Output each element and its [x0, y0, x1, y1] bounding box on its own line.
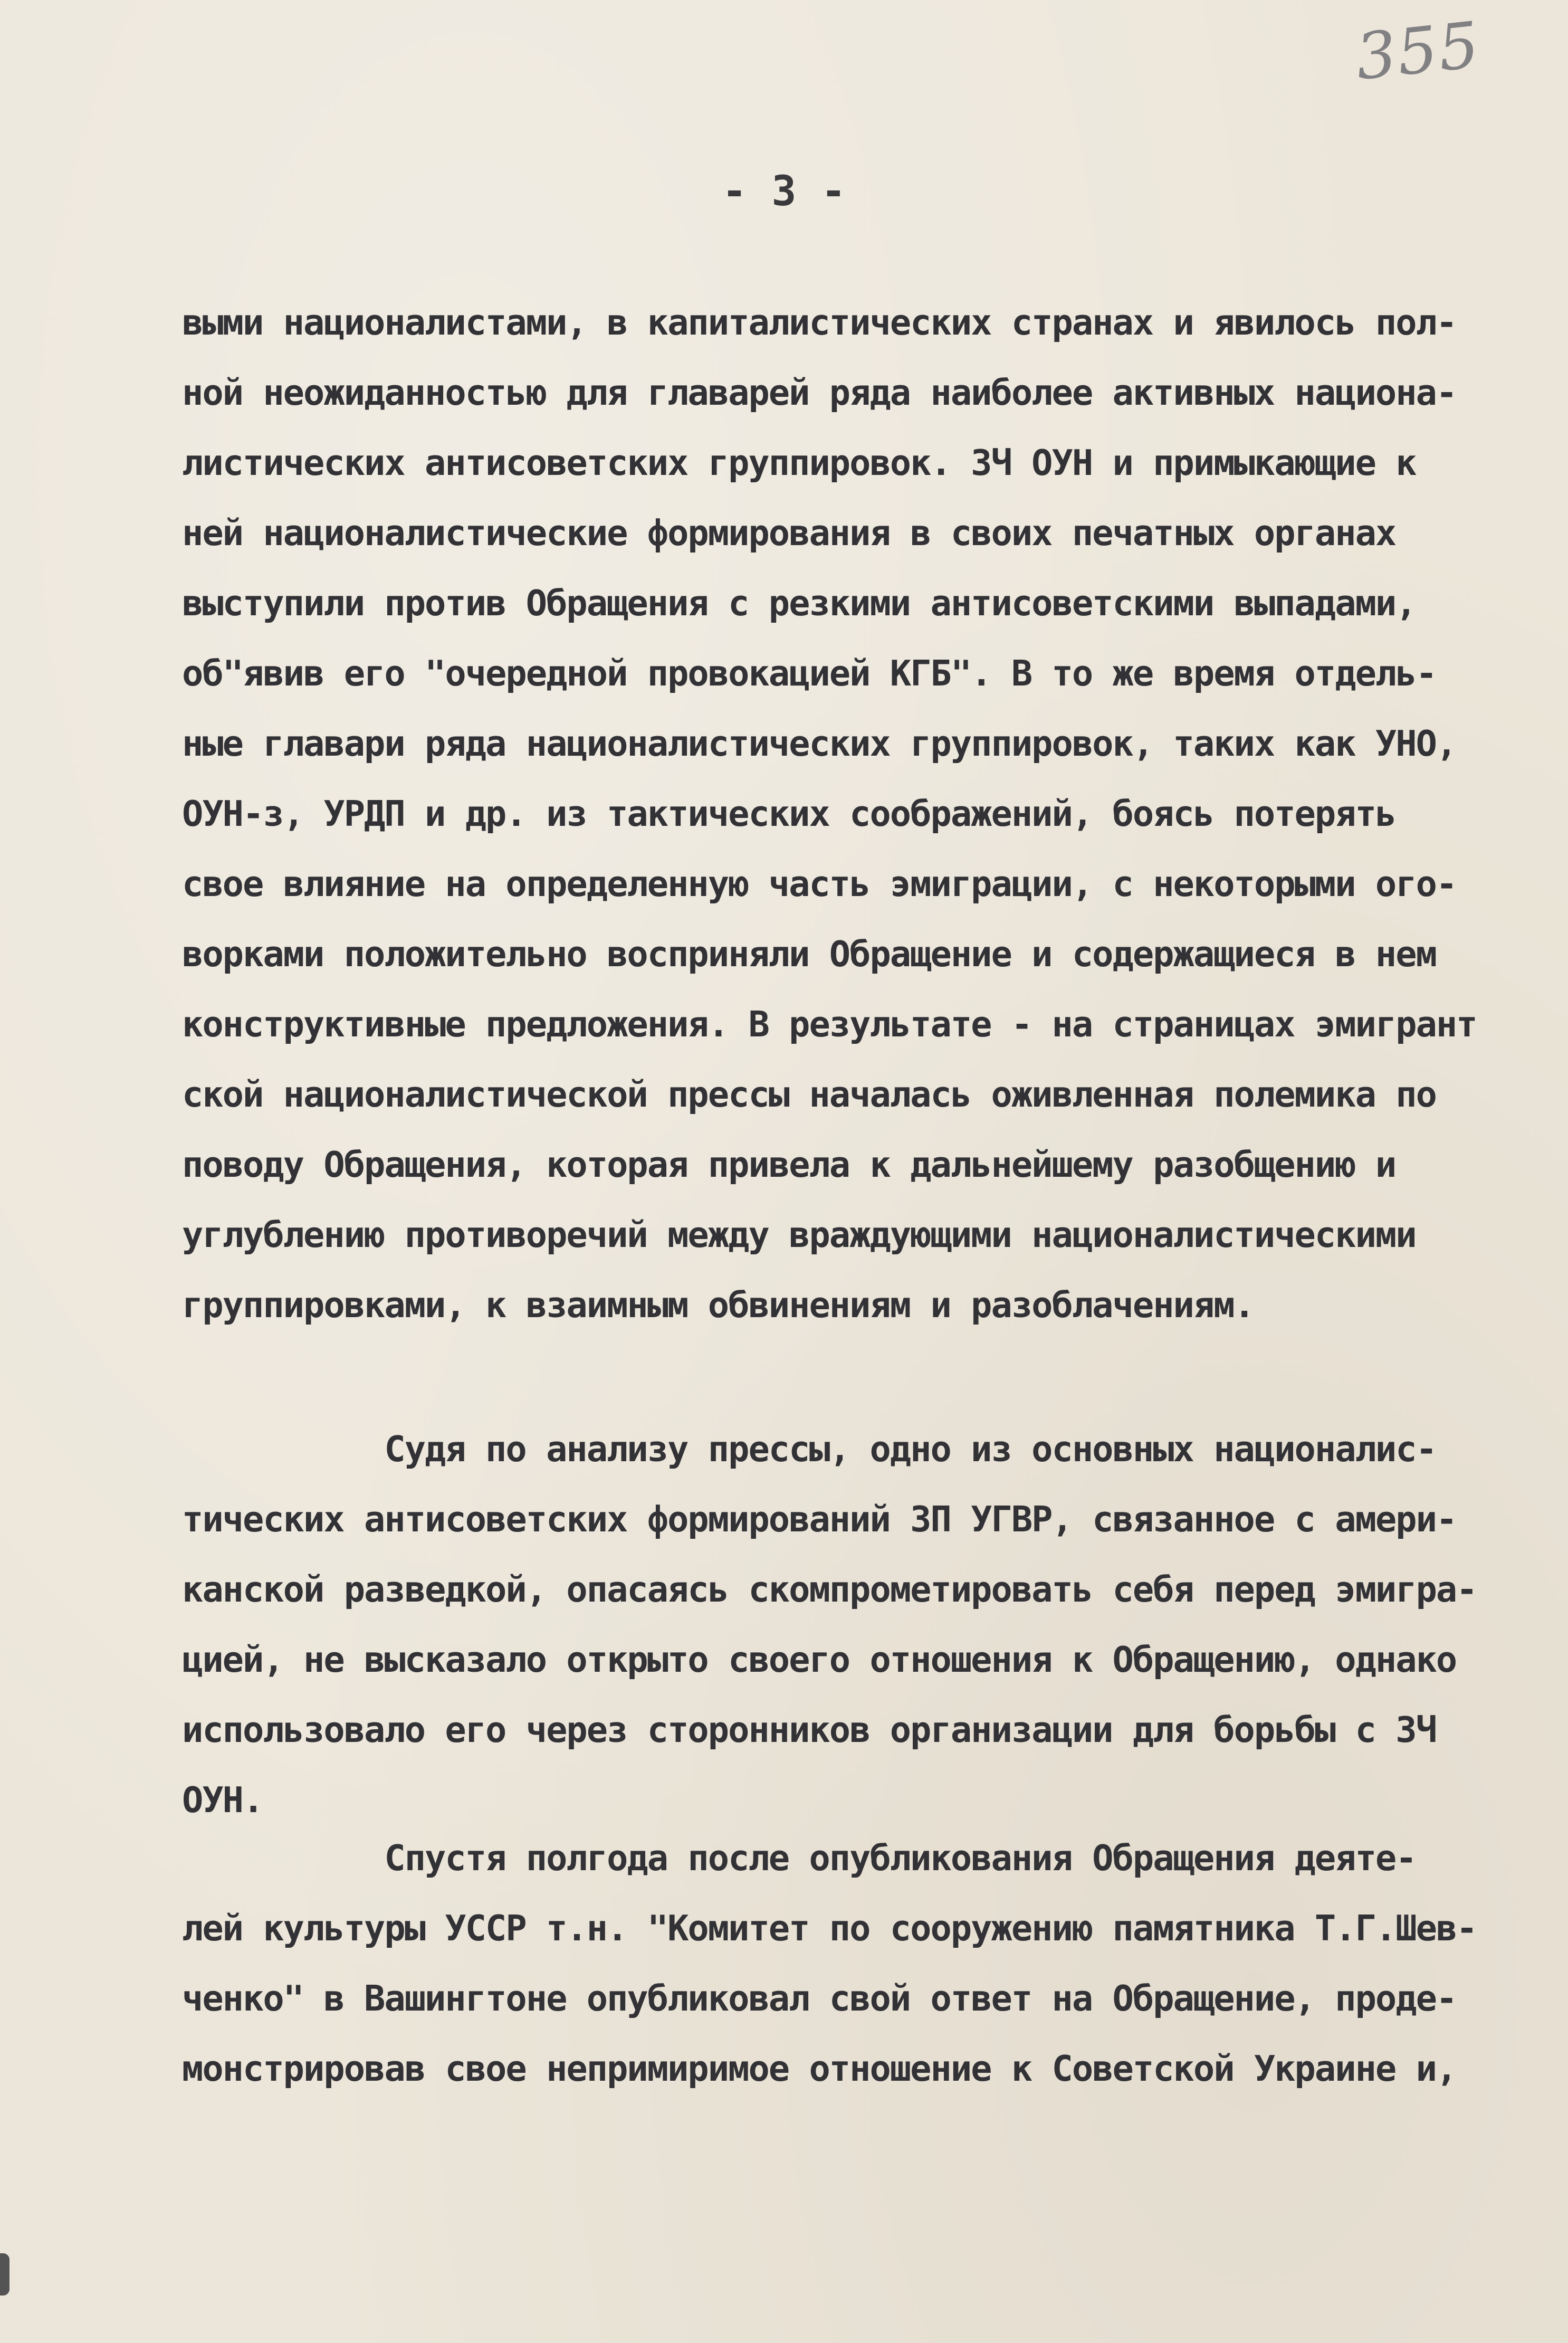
text-line: использовало его через сторонников организации для борьбы с ЗЧ	[182, 1709, 1436, 1750]
text-line: ской националистической прессы началась оживленная полемика по	[182, 1074, 1436, 1115]
text-line: об"явив его "очередной провокацией КГБ". В то же время отдель-	[182, 653, 1436, 694]
text-line: тических антисоветских формирований ЗП УГВР, связанное с амери-	[182, 1499, 1457, 1540]
text-line: Судя по анализу прессы, одно из основных националис-	[182, 1428, 1436, 1470]
paragraph-2	[182, 1414, 1554, 1835]
text-line: листических антисоветских группировок. ЗЧ ОУН и примыкающие к	[182, 442, 1416, 483]
text-line: лей культуры УССР т.н. "Комитет по сооружению памятника Т.Г.Шев-	[182, 1908, 1477, 1949]
text-line: ной неожиданностью для главарей ряда наиболее активных национа-	[182, 372, 1457, 413]
text-line: монстрировав свое непримиримое отношение к Советской Украине и,	[182, 2048, 1457, 2089]
text-line: ные главари ряда националистических группировок, таких как УНО,	[182, 723, 1457, 764]
text-line: свое влияние на определенную часть эмиграции, с некоторыми ого-	[182, 863, 1457, 904]
text-line: ОУН-з, УРДП и др. из тактических соображений, боясь потерять	[182, 793, 1396, 834]
text-line: выми националистами, в капиталистических странах и явилось пол-	[182, 302, 1457, 343]
paragraph-3	[182, 1823, 1554, 2104]
archive-page-number: 355	[1352, 8, 1484, 94]
text-line: Спустя полгода после опубликования Обращения деяте-	[182, 1837, 1416, 1879]
text-line: ней националистические формирования в своих печатных органах	[182, 512, 1396, 554]
text-line: ченко" в Вашингтоне опубликовал свой ответ на Обращение, проде-	[182, 1978, 1457, 2019]
text-line: цией, не высказало открыто своего отношения к Обращению, однако	[182, 1639, 1457, 1680]
text-line: ОУН.	[182, 1779, 263, 1821]
text-line: группировками, к взаимным обвинениям и разоблачениям.	[182, 1284, 1254, 1326]
text-line: выступили против Обращения с резкими антисоветскими выпадами,	[182, 583, 1416, 624]
binding-edge-mark	[0, 2253, 9, 2296]
text-line: ворками положительно восприняли Обращение и содержащиеся в нем	[182, 934, 1436, 975]
text-line: канской разведкой, опасаясь скомпрометировать себя перед эмигра-	[182, 1569, 1477, 1610]
text-line: поводу Обращения, которая привела к дальнейшему разобщению и	[182, 1144, 1396, 1185]
page-number: - 3 -	[722, 168, 846, 215]
text-line: углублению противоречий между враждующими националистическими	[182, 1214, 1416, 1255]
text-line: конструктивные предложения. В результате - на страницах эмигрант	[182, 1004, 1477, 1045]
paragraph-1	[182, 288, 1554, 1340]
